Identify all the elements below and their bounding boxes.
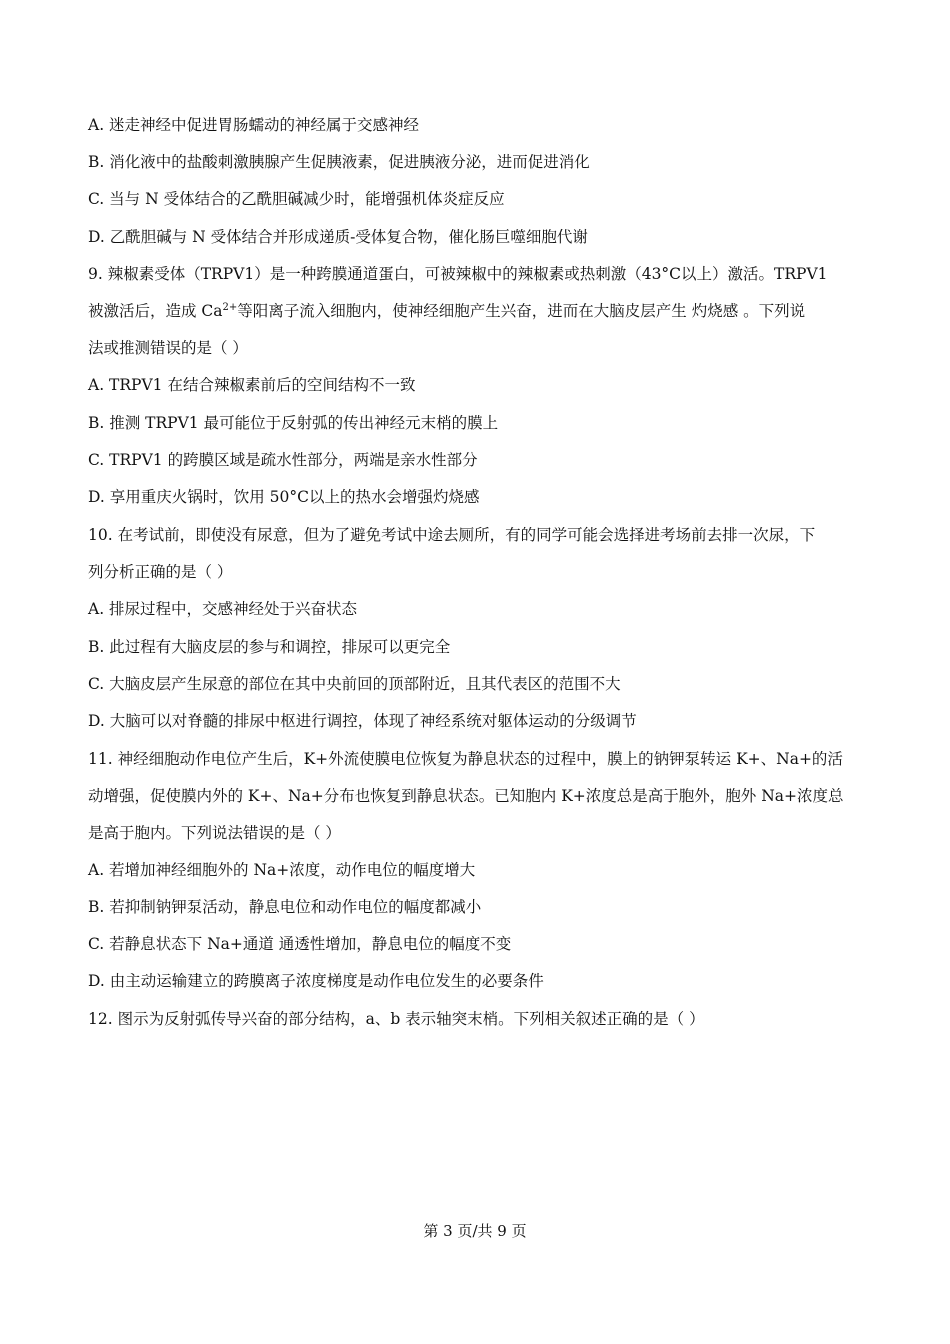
q9-stem-text: 被激活后，造成 Ca: [88, 302, 223, 320]
q10-option-b: B. 此过程有大脑皮层的参与和调控，排尿可以更完全: [88, 638, 451, 656]
q11-option-c: C. 若静息状态下 Na+通道 通透性增加，静息电位的幅度不变: [88, 935, 512, 953]
q11-stem-line-1: 11. 神经细胞动作电位产生后，K+外流使膜电位恢复为静息状态的过程中，膜上的钠钾泵转运 K+、Na+的活: [88, 750, 843, 768]
q9-option-a: A. TRPV1 在结合辣椒素前后的空间结构不一致: [88, 376, 416, 394]
q8-option-d: D. 乙酰胆碱与 N 受体结合并形成递质-受体复合物，催化肠巨噬细胞代谢: [88, 228, 588, 246]
q9-stem-line-1: 9. 辣椒素受体（TRPV1）是一种跨膜通道蛋白，可被辣椒中的辣椒素或热刺激（43°C以上）激活。TRPV1: [88, 265, 828, 283]
q9-stem-text-continued: 等阳离子流入细胞内，使神经细胞产生兴奋，进而在大脑皮层产生 灼烧感 。下列说: [237, 302, 806, 320]
q8-option-b: B. 消化液中的盐酸刺激胰腺产生促胰液素，促进胰液分泌，进而促进消化: [88, 153, 590, 171]
q9-option-c: C. TRPV1 的跨膜区域是疏水性部分，两端是亲水性部分: [88, 451, 478, 469]
q9-option-d: D. 享用重庆火锅时，饮用 50°C以上的热水会增强灼烧感: [88, 488, 480, 506]
q9-option-b: B. 推测 TRPV1 最可能位于反射弧的传出神经元末梢的膜上: [88, 414, 499, 432]
calcium-charge-superscript: 2+: [222, 302, 238, 313]
q11-option-a: A. 若增加神经细胞外的 Na+浓度，动作电位的幅度增大: [88, 861, 476, 879]
q10-stem-line-2: 列分析正确的是（ ）: [88, 563, 233, 581]
q8-option-c: C. 当与 N 受体结合的乙酰胆碱减少时，能增强机体炎症反应: [88, 190, 505, 208]
q11-stem-line-2: 动增强，促使膜内外的 K+、Na+分布也恢复到静息状态。已知胞内 K+浓度总是高于胞外，胞外 Na+浓度总: [88, 787, 844, 805]
q9-stem-line-2: [88, 300, 888, 322]
q9-stem-line-3: 法或推测错误的是（ ）: [88, 339, 248, 357]
q11-option-d: D. 由主动运输建立的跨膜离子浓度梯度是动作电位发生的必要条件: [88, 972, 544, 990]
q11-option-b: B. 若抑制钠钾泵活动，静息电位和动作电位的幅度都减小: [88, 898, 482, 916]
page-number-footer: 第 3 页/共 9 页: [423, 1222, 527, 1240]
q10-stem-line-1: 10. 在考试前，即使没有尿意，但为了避免考试中途去厕所，有的同学可能会选择进考场前去排一次尿，下: [88, 526, 816, 544]
q12-stem-line-1: 12. 图示为反射弧传导兴奋的部分结构，a、b 表示轴突末梢。下列相关叙述正确的是（ ）: [88, 1010, 705, 1028]
q10-option-a: A. 排尿过程中，交感神经处于兴奋状态: [88, 600, 358, 618]
q11-stem-line-3: 是高于胞内。下列说法错误的是（ ）: [88, 824, 341, 842]
q8-option-a: A. 迷走神经中促进胃肠蠕动的神经属于交感神经: [88, 116, 420, 134]
q10-option-d: D. 大脑可以对脊髓的排尿中枢进行调控，体现了神经系统对躯体运动的分级调节: [88, 712, 637, 730]
q10-option-c: C. 大脑皮层产生尿意的部位在其中央前回的顶部附近，且其代表区的范围不大: [88, 675, 621, 693]
